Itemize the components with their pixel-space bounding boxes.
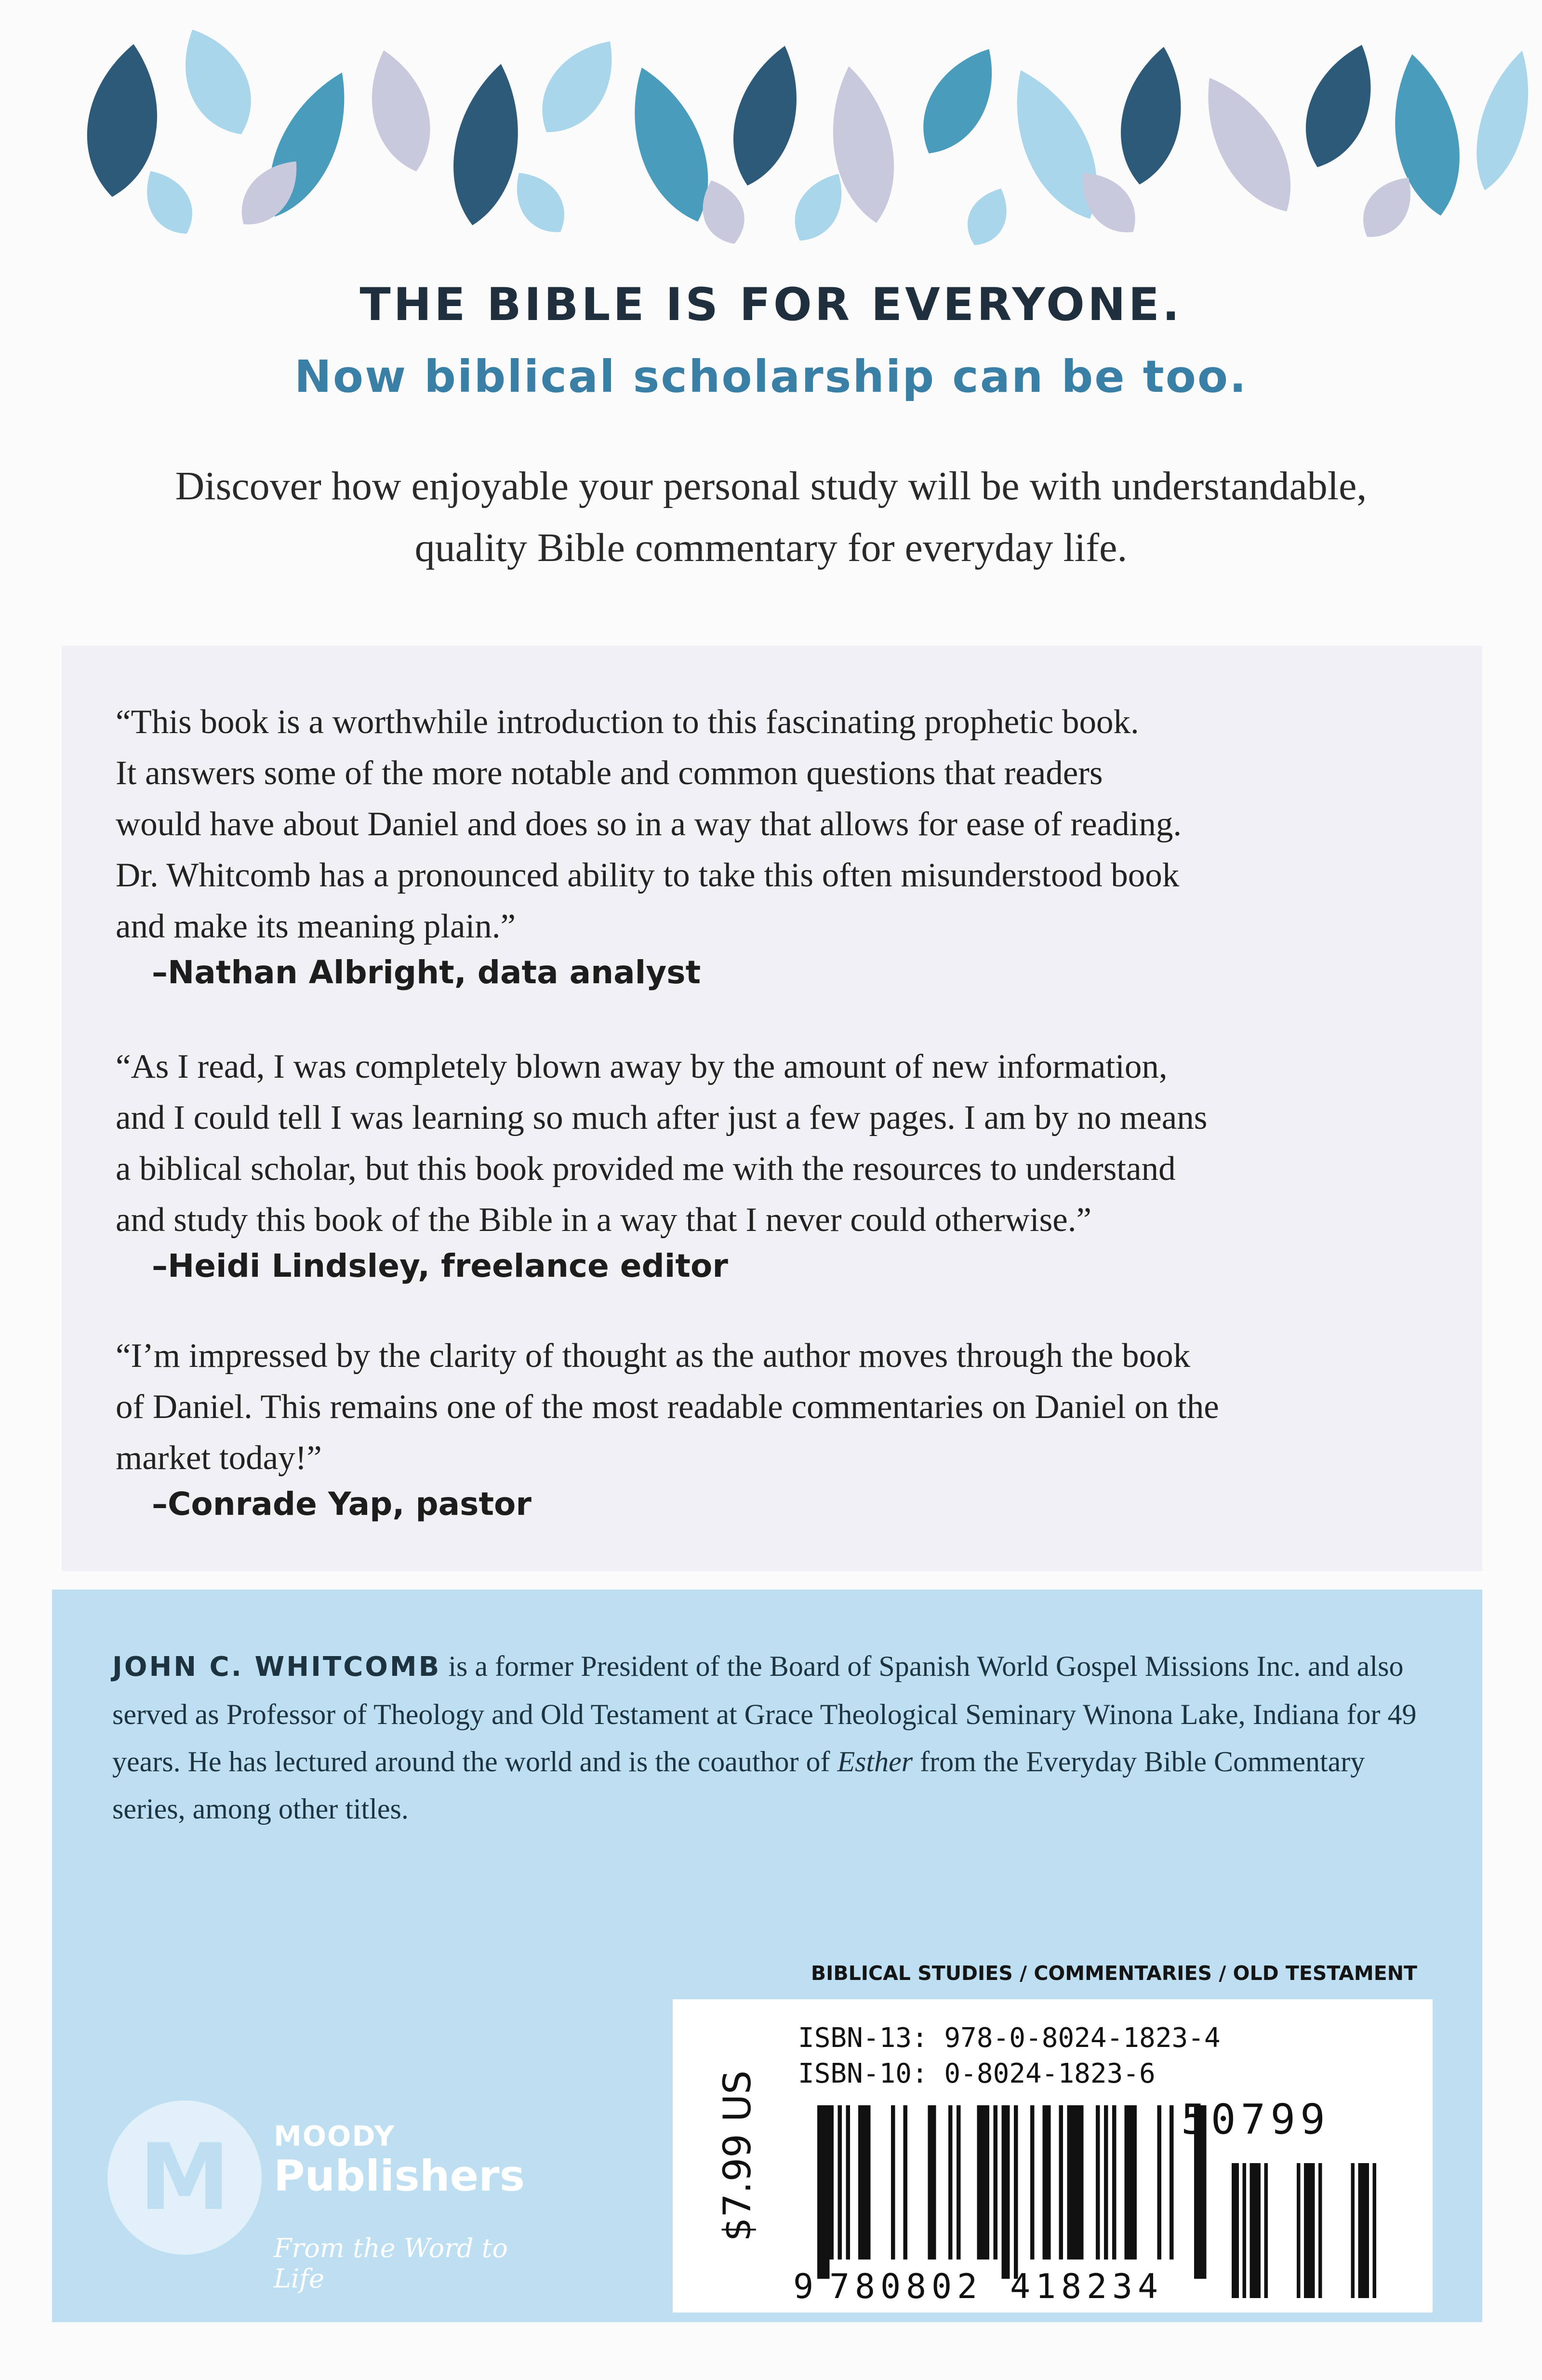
leaf-shape xyxy=(719,39,813,193)
leaf-shape xyxy=(1111,42,1193,189)
svg-text:1: 1 xyxy=(1036,2267,1056,2303)
leaf-shape xyxy=(524,26,632,148)
category-label: BIBLICAL STUDIES / COMMENTARIES / OLD TESTAMENT xyxy=(811,1962,1417,1985)
svg-text:0: 0 xyxy=(931,2267,952,2303)
leaf-shape xyxy=(1464,45,1542,196)
endorsement xyxy=(116,696,1431,991)
author-name: JOHN C. WHITCOMB xyxy=(112,1651,441,1683)
bio-text: is a former President of the Board of Spanish World Gospel Missions Inc. and also served as Professor of Theology and Old Testament at Grace Theological Seminary Winona Lake, Indiana for 49 years. He has lectured around the world and is the coauthor of xyxy=(112,1650,1417,1778)
leaf-shape xyxy=(133,161,204,243)
svg-text:8: 8 xyxy=(855,2267,876,2303)
leaf-shape xyxy=(503,161,577,243)
endorsement-quote: “As I read, I was completely blown away by the amount of new information, and I could tell I was learning so much after just a few pages. I am by no means a biblical scholar, but this book provided me with the resources to understand and study this book of the Bible in a way that I never could otherwise.” xyxy=(116,1048,1208,1239)
bio-text-end: from the Everyday Bible Commentary series, among other titles. xyxy=(112,1746,1365,1825)
endorsement xyxy=(116,1041,1431,1284)
leaf-shape xyxy=(1184,63,1312,226)
svg-text:8: 8 xyxy=(906,2267,927,2303)
svg-text:4: 4 xyxy=(1010,2267,1031,2303)
publisher-tagline: From the Word to Life xyxy=(274,2233,508,2294)
publisher-logo xyxy=(107,2088,541,2294)
moody-m-icon: M xyxy=(107,2100,262,2255)
leaf-shape xyxy=(166,17,267,147)
endorsement-attribution: –Nathan Albright, data analyst xyxy=(152,954,701,991)
publisher-name-line2: Publishers xyxy=(274,2151,525,2201)
endorsement xyxy=(116,1330,1431,1523)
leaf-shape xyxy=(1290,35,1389,177)
subheadline: Now biblical scholarship can be too. xyxy=(294,351,1248,402)
intro-text: Discover how enjoyable your personal study will be with understandable, quality Bible commentary for everyday life. xyxy=(175,464,1367,570)
svg-text:9: 9 xyxy=(793,2267,814,2303)
price-label: $7.99 US xyxy=(716,2070,759,2242)
publisher-name-line1: MOODY xyxy=(274,2120,396,2153)
author-bio-panel xyxy=(52,1590,1482,2322)
svg-text:0: 0 xyxy=(880,2267,901,2303)
svg-text:3: 3 xyxy=(1112,2267,1133,2303)
leaf-shape xyxy=(905,36,1012,167)
leaf-pattern-banner xyxy=(0,0,1542,270)
svg-text:2: 2 xyxy=(957,2267,978,2303)
barcode-addon-number: 50799 xyxy=(1181,2096,1330,2144)
isbn-10: ISBN-10: 0-8024-1823-6 xyxy=(798,2058,1156,2089)
headline: THE BIBLE IS FOR EVERYONE. xyxy=(359,279,1183,331)
svg-text:2: 2 xyxy=(1087,2267,1107,2303)
svg-text:7: 7 xyxy=(829,2267,850,2303)
leaf-shape xyxy=(958,181,1018,253)
isbn-13: ISBN-13: 978-0-8024-1823-4 xyxy=(798,2022,1221,2054)
leaf-shape xyxy=(358,43,442,178)
endorsement-attribution: –Heidi Lindsley, freelance editor xyxy=(152,1247,728,1284)
endorsement-quote: “I’m impressed by the clarity of thought as the author moves through the book of Daniel. This remains one of the most readable commentaries on Daniel on the market today!” xyxy=(116,1337,1219,1477)
svg-text:4: 4 xyxy=(1138,2267,1158,2303)
endorsements-panel xyxy=(62,646,1482,1571)
book-title: Esther xyxy=(837,1746,913,1778)
endorsement-attribution: –Conrade Yap, pastor xyxy=(152,1485,532,1523)
leaf-shape xyxy=(442,59,532,231)
endorsement-quote: “This book is a worthwhile introduction to this fascinating prophetic book. It answers some of the more notable and common questions that readers would have about Daniel and does so in a way that allows for ease of reading. Dr. Whitcomb has a pronounced ability to take this often misunderstood book and make its meaning plain.” xyxy=(116,703,1182,945)
barcode-box xyxy=(673,1999,1433,2313)
author-bio xyxy=(112,1643,1433,1832)
svg-text:8: 8 xyxy=(1061,2267,1082,2303)
